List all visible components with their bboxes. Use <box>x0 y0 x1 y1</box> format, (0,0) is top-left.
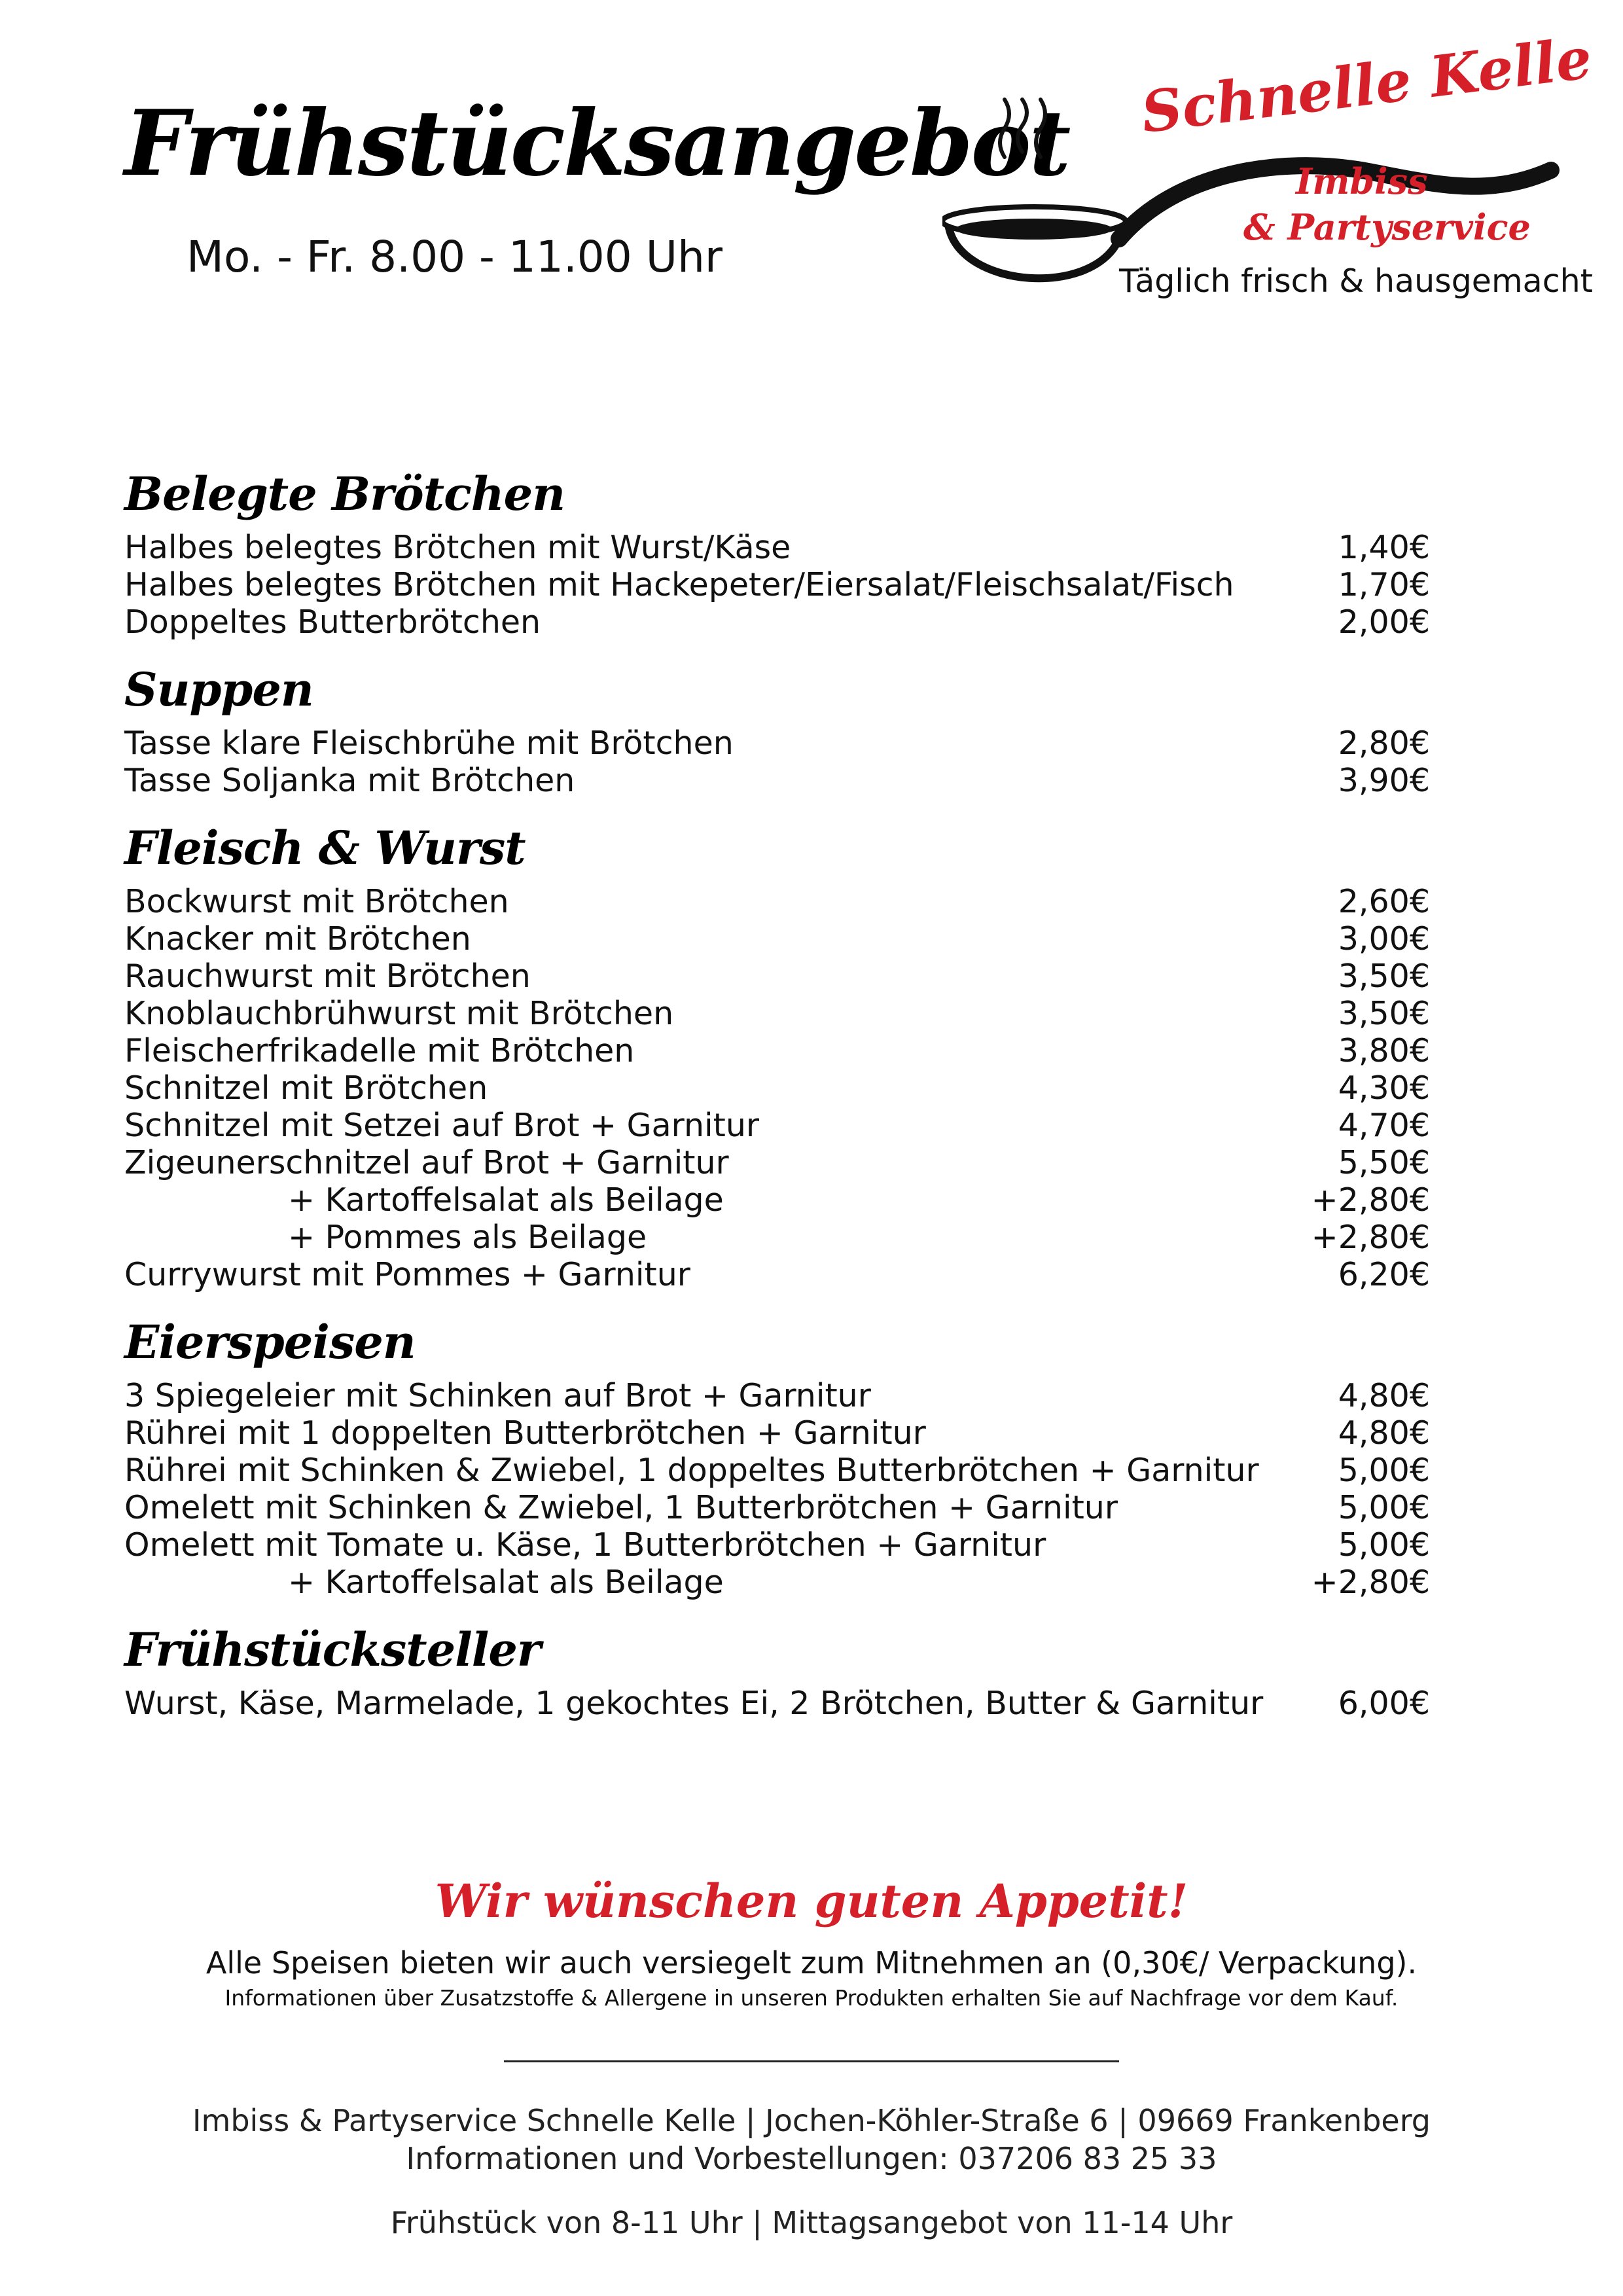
item-price: 3,80€ <box>1338 1032 1430 1069</box>
item-name: Schnitzel mit Setzei auf Brot + Garnitur <box>124 1107 760 1144</box>
item-price: 4,70€ <box>1338 1107 1430 1144</box>
item-price: 1,40€ <box>1338 529 1430 566</box>
item-name: Fleischerfrikadelle mit Brötchen <box>124 1032 635 1069</box>
item-name: Rührei mit 1 doppelten Butterbrötchen + Garnitur <box>124 1414 926 1452</box>
logo-subtitle-1: Imbiss <box>1296 160 1428 202</box>
item-price: 4,80€ <box>1338 1414 1430 1452</box>
menu-section <box>124 662 1430 799</box>
item-name: Zigeunerschnitzel auf Brot + Garnitur <box>124 1144 729 1181</box>
menu-section <box>124 821 1430 1293</box>
item-name: Wurst, Käse, Marmelade, 1 gekochtes Ei, 2 Brötchen, Butter & Garnitur <box>124 1685 1264 1722</box>
menu-section <box>124 467 1430 641</box>
item-name: Schnitzel mit Brötchen <box>124 1069 488 1107</box>
section-title: Suppen <box>124 662 313 717</box>
item-price: 5,00€ <box>1338 1526 1430 1564</box>
item-price: 5,00€ <box>1338 1489 1430 1526</box>
section-title: Belegte Brötchen <box>124 467 565 521</box>
item-name: Halbes belegtes Brötchen mit Hackepeter/Eiersalat/Fleischsalat/Fisch <box>124 566 1234 603</box>
menu-item <box>124 1107 1430 1144</box>
menu-item <box>124 1219 1430 1256</box>
logo-name: Schnelle Kelle <box>1137 25 1596 146</box>
appetit-slogan: Wir wünschen guten Appetit! <box>435 1874 1188 1928</box>
menu-item <box>124 1526 1430 1564</box>
menu-item <box>124 725 1430 762</box>
item-price: 3,50€ <box>1338 958 1430 995</box>
section-title: Eierspeisen <box>124 1315 416 1369</box>
allergen-note: Informationen über Zusatzstoffe & Allergene in unseren Produkten erhalten Sie auf Nachfrage vor dem Kauf. <box>224 1985 1399 2011</box>
phone-info: Informationen und Vorbestellungen: 037206 83 25 33 <box>406 2141 1217 2176</box>
menu-item <box>124 1452 1430 1489</box>
item-name: + Pommes als Beilage <box>288 1219 647 1256</box>
section-title: Fleisch & Wurst <box>124 821 526 875</box>
item-name: + Kartoffelsalat als Beilage <box>288 1181 724 1219</box>
section-title: Frühstücksteller <box>124 1623 541 1677</box>
item-name: Halbes belegtes Brötchen mit Wurst/Käse <box>124 529 791 566</box>
item-price: +2,80€ <box>1311 1564 1430 1601</box>
logo <box>942 25 1596 334</box>
menu-item <box>124 1144 1430 1181</box>
service-times: Frühstück von 8-11 Uhr | Mittagsangebot von 11-14 Uhr <box>390 2205 1233 2240</box>
item-name: Bockwurst mit Brötchen <box>124 883 509 920</box>
menu-item <box>124 1069 1430 1107</box>
item-price: 6,20€ <box>1338 1256 1430 1293</box>
item-name: Knacker mit Brötchen <box>124 920 471 958</box>
item-price: +2,80€ <box>1311 1181 1430 1219</box>
item-price: 2,00€ <box>1338 603 1430 641</box>
menu-item <box>124 958 1430 995</box>
item-price: 6,00€ <box>1338 1685 1430 1722</box>
item-price: 5,00€ <box>1338 1452 1430 1489</box>
item-price: 3,50€ <box>1338 995 1430 1032</box>
menu-item <box>124 1377 1430 1414</box>
item-price: 4,30€ <box>1338 1069 1430 1107</box>
menu-item <box>124 603 1430 641</box>
menu-item <box>124 883 1430 920</box>
item-price: +2,80€ <box>1311 1219 1430 1256</box>
item-price: 5,50€ <box>1338 1144 1430 1181</box>
item-price: 2,60€ <box>1338 883 1430 920</box>
address: Imbiss & Partyservice Schnelle Kelle | Jochen-Köhler-Straße 6 | 09669 Frankenberg <box>192 2103 1431 2138</box>
takeaway-note: Alle Speisen bieten wir auch versiegelt zum Mitnehmen an (0,30€/ Verpackung). <box>205 1945 1418 1981</box>
menu-item <box>124 1032 1430 1069</box>
page-title: Frühstücksangebot <box>124 90 1069 196</box>
item-name: Currywurst mit Pommes + Garnitur <box>124 1256 690 1293</box>
item-name: Omelett mit Schinken & Zwiebel, 1 Butterbrötchen + Garnitur <box>124 1489 1118 1526</box>
item-price: 2,80€ <box>1338 725 1430 762</box>
menu-item <box>124 1256 1430 1293</box>
item-name: Tasse klare Fleischbrühe mit Brötchen <box>124 725 734 762</box>
menu-item <box>124 1489 1430 1526</box>
divider <box>504 2060 1119 2062</box>
menu-item <box>124 1414 1430 1452</box>
item-name: + Kartoffelsalat als Beilage <box>288 1564 724 1601</box>
menu-item <box>124 529 1430 566</box>
logo-tagline: Täglich frisch & hausgemacht <box>1119 262 1593 300</box>
menu-item <box>124 1685 1430 1722</box>
item-price: 1,70€ <box>1338 566 1430 603</box>
item-name: Doppeltes Butterbrötchen <box>124 603 541 641</box>
menu-item <box>124 920 1430 958</box>
opening-hours: Mo. - Fr. 8.00 - 11.00 Uhr <box>187 232 723 282</box>
menu-item <box>124 566 1430 603</box>
item-name: Omelett mit Tomate u. Käse, 1 Butterbrötchen + Garnitur <box>124 1526 1046 1564</box>
menu-section <box>124 1623 1430 1722</box>
menu-item <box>124 995 1430 1032</box>
item-name: Rauchwurst mit Brötchen <box>124 958 531 995</box>
item-name: Rührei mit Schinken & Zwiebel, 1 doppeltes Butterbrötchen + Garnitur <box>124 1452 1259 1489</box>
item-price: 4,80€ <box>1338 1377 1430 1414</box>
item-price: 3,00€ <box>1338 920 1430 958</box>
item-name: Tasse Soljanka mit Brötchen <box>124 762 575 799</box>
menu-section <box>124 1315 1430 1601</box>
item-name: Knoblauchbrühwurst mit Brötchen <box>124 995 674 1032</box>
footer <box>0 1874 1623 2242</box>
menu <box>124 467 1430 1748</box>
item-price: 3,90€ <box>1338 762 1430 799</box>
menu-item <box>124 1181 1430 1219</box>
menu-item <box>124 762 1430 799</box>
item-name: 3 Spiegeleier mit Schinken auf Brot + Garnitur <box>124 1377 871 1414</box>
menu-item <box>124 1564 1430 1601</box>
logo-subtitle-2: & Partyservice <box>1243 206 1531 248</box>
